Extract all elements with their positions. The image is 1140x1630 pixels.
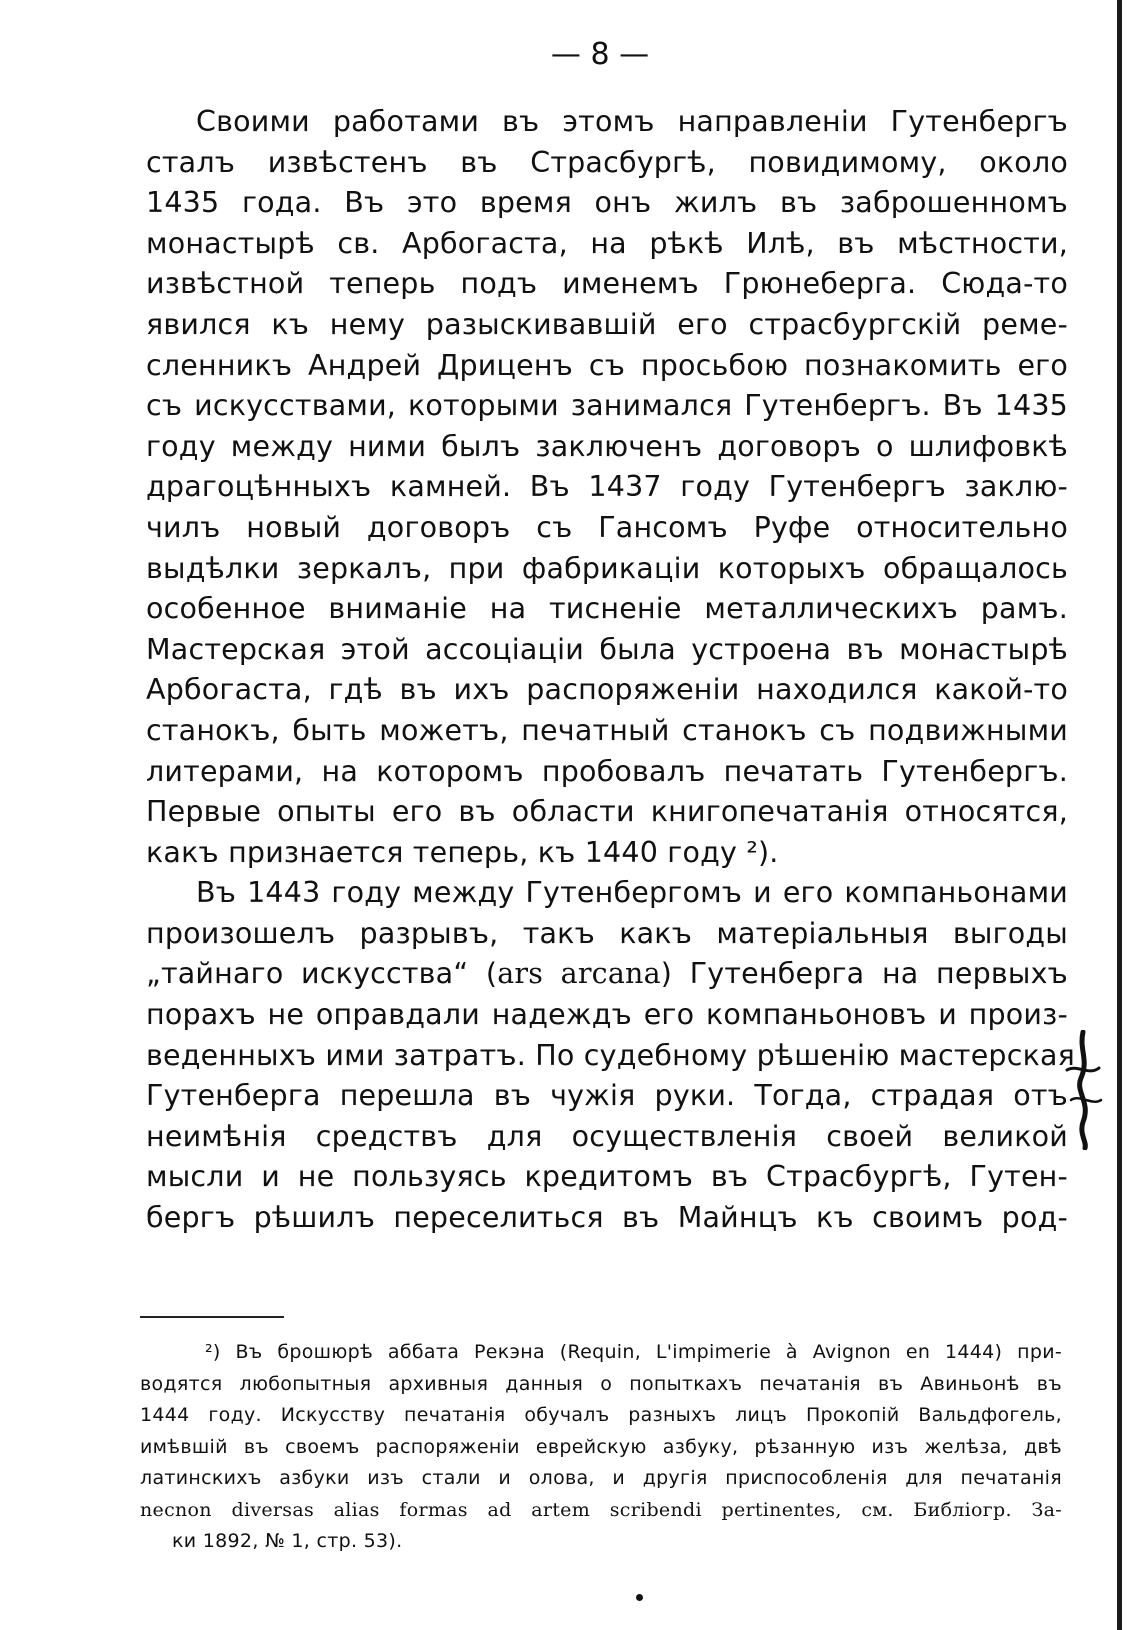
footnote-line: имѣвшій въ своемъ распоряженіи еврейскую азбуку, рѣзанную изъ желѣза, двѣ [140,1435,1062,1458]
text-line: сленникъ Андрей Дриценъ съ просьбою познакомить его [146,348,1068,382]
text-line: какъ признается теперь, къ 1440 году ²). [146,835,779,869]
text-line-mixed [146,954,1068,995]
footnote-line: necnon diversas alias formas ad artem scribendi pertinentes, см. Библіогр. За- [140,1498,1062,1521]
footnote-line: 1444 году. Искусству печатанія обучалъ разныхъ лицъ Прокопій Вальдфогель, [140,1404,1062,1426]
text-line: бергъ рѣшилъ переселиться въ Майнцъ къ своимъ род- [146,1201,1068,1235]
latin-phrase: ars arcana [497,957,661,991]
text-line: году между ними былъ заключенъ договоръ о шлифовкѣ [146,429,1068,463]
text-line: Своими работами въ этомъ направленіи Гутенбергъ [196,105,1068,138]
text-fragment: „тайнаго искусства“ ( [146,957,498,991]
body-text [146,102,1076,1239]
text-line: произошелъ разрывъ, такъ какъ матеріальныя выгоды [146,916,1068,950]
footnote-line: ²) Въ брошюрѣ аббата Рекэна (Requin, L'impimerie à Avignon en 1444) при- [205,1341,1062,1363]
page-edge-shadow [1117,0,1122,1630]
page-dot-mark [636,1594,643,1601]
text-line: явился къ нему разыскивавшій его страсбургскій реме- [146,307,1068,341]
text-fragment: ) Гутенберга на первыхъ [660,957,1069,991]
text-line: Въ 1443 году между Гутенбергомъ и его компаньонами [196,876,1068,910]
text-line: Арбогаста, гдѣ въ ихъ распоряженіи находился какой-то [146,673,1068,707]
paragraph-1 [146,102,1068,873]
text-line: сталъ извѣстенъ въ Страсбургѣ, повидимому, около [146,145,1068,179]
text-line: веденныхъ ими затратъ. По судебному рѣшенію мастерская [146,1038,1076,1072]
footnote [140,1337,1062,1558]
footnote-line: ки 1892, № 1, стр. 53). [172,1530,403,1552]
text-line: Мастерская этой ассоціаціи была устроена въ монастырѣ [146,632,1068,666]
text-line: чилъ новый договоръ съ Гансомъ Руфе относительно [146,510,1068,544]
text-line: мысли и не пользуясь кредитомъ въ Страсбургѣ, Гутен- [146,1160,1068,1194]
text-line: особенное вниманіе на тисненіе металлическихъ рамъ. [146,592,1068,626]
footnote-rule [140,1316,284,1318]
text-line: 1435 года. Въ это время онъ жилъ въ заброшенномъ [146,186,1068,220]
text-line: порахъ не оправдали надеждъ его компаньоновъ и произ- [146,998,1068,1032]
text-line: литерами, на которомъ пробовалъ печатать Гутенбергъ. [146,754,1068,788]
margin-mark-icon [1053,1030,1113,1150]
page-number: — 8 — [550,37,650,72]
text-line: неимѣнія средствъ для осуществленія своей великой [146,1119,1068,1153]
text-line: извѣстной теперь подъ именемъ Грюнеберга. Сюда-то [146,267,1068,301]
footnote-line: латинскихъ азбуки изъ стали и олова, и другія приспособленія для печатанія [140,1467,1062,1489]
footnote-line: водятся любопытныя архивныя данныя о попыткахъ печатанія въ Авиньонѣ въ [140,1372,1062,1395]
text-line: Гутенберга перешла въ чужія руки. Тогда, страдая отъ [146,1079,1068,1113]
text-line: станокъ, быть можетъ, печатный станокъ съ подвижными [146,713,1068,747]
text-line: Первые опыты его въ области книгопечатанія относятся, [146,795,1068,829]
text-line: съ искусствами, которыми занимался Гутенбергъ. Въ 1435 [146,389,1068,423]
text-line: выдѣлки зеркалъ, при фабрикаціи которыхъ обращалось [146,551,1068,585]
paragraph-2 [146,873,1076,1238]
text-line: драгоцѣнныхъ камней. Въ 1437 году Гутенбергъ заклю- [146,470,1068,504]
text-line: монастырѣ св. Арбогаста, на рѣкѣ Илѣ, въ мѣстности, [146,226,1068,260]
